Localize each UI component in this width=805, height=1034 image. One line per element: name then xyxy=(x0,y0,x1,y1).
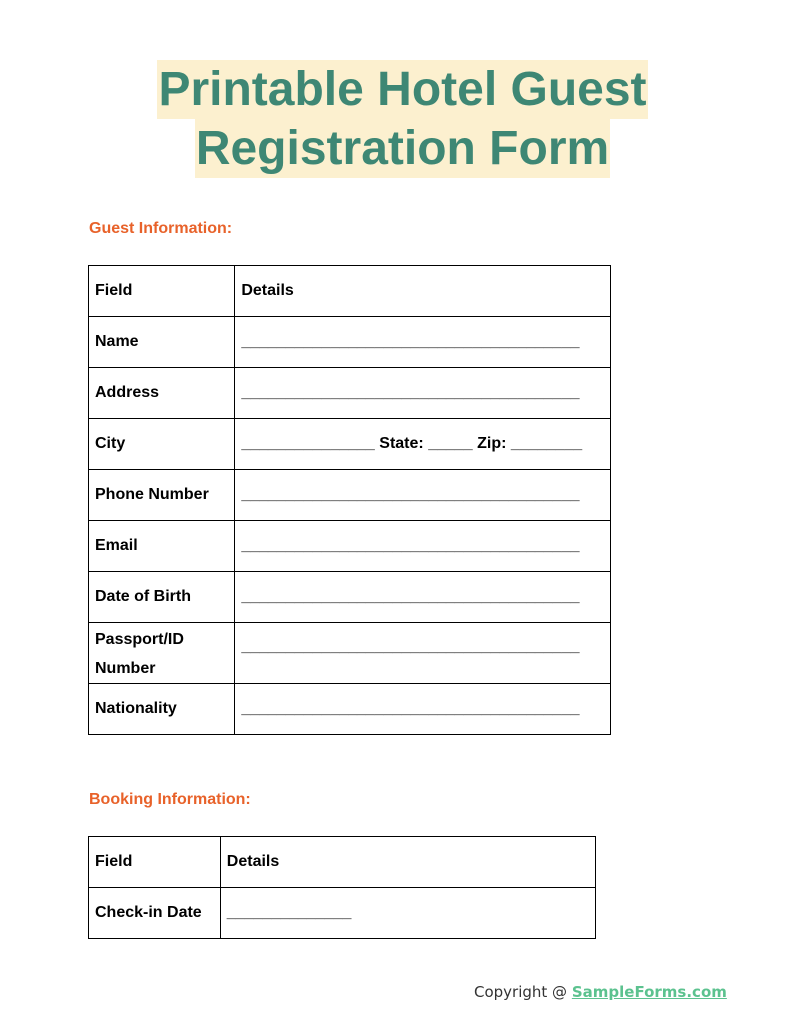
zip-field[interactable]: ________ xyxy=(510,435,583,452)
phone-number-field[interactable]: ______________________________________ xyxy=(235,470,611,521)
name-field[interactable]: ______________________________________ xyxy=(235,317,611,368)
table-row-address xyxy=(89,368,611,419)
city-field[interactable]: _______________ xyxy=(241,435,375,452)
label-city: City xyxy=(89,419,235,470)
header-details: Details xyxy=(235,266,611,317)
table-row-name xyxy=(89,317,611,368)
copyright-footer xyxy=(474,983,727,1001)
label-phone-number: Phone Number xyxy=(89,470,235,521)
city-state-zip-cell xyxy=(235,419,611,470)
address-field[interactable]: ______________________________________ xyxy=(235,368,611,419)
label-email: Email xyxy=(89,521,235,572)
table-row-city xyxy=(89,419,611,470)
table-row-dob xyxy=(89,572,611,623)
label-passport-line-1: Passport/ID xyxy=(95,631,184,648)
label-nationality: Nationality xyxy=(89,684,235,735)
table-header-row xyxy=(89,266,611,317)
state-label: State: xyxy=(379,435,424,452)
booking-information-table xyxy=(88,836,596,939)
passport-id-field[interactable]: ______________________________________ xyxy=(235,623,611,684)
label-date-of-birth: Date of Birth xyxy=(89,572,235,623)
header-field: Field xyxy=(89,837,221,888)
label-check-in-date: Check-in Date xyxy=(89,888,221,939)
nationality-field[interactable]: ______________________________________ xyxy=(235,684,611,735)
page-title xyxy=(0,60,805,178)
label-passport-id xyxy=(89,623,235,684)
table-row-passport xyxy=(89,623,611,684)
table-row-nationality xyxy=(89,684,611,735)
sampleforms-link[interactable]: SampleForms.com xyxy=(571,983,727,1001)
copyright-text: Copyright @ xyxy=(474,983,572,1001)
date-of-birth-field[interactable]: ______________________________________ xyxy=(235,572,611,623)
label-address: Address xyxy=(89,368,235,419)
title-line-1: Printable Hotel Guest xyxy=(157,60,647,119)
check-in-date-field[interactable]: ______________ xyxy=(220,888,595,939)
guest-information-table xyxy=(88,265,611,735)
table-row-email xyxy=(89,521,611,572)
guest-information-heading: Guest Information: xyxy=(89,220,233,237)
email-field[interactable]: ______________________________________ xyxy=(235,521,611,572)
table-row-phone xyxy=(89,470,611,521)
booking-information-heading: Booking Information: xyxy=(89,791,251,808)
title-line-2: Registration Form xyxy=(195,119,610,178)
label-passport-line-2: Number xyxy=(95,660,156,677)
header-details: Details xyxy=(220,837,595,888)
table-header-row xyxy=(89,837,596,888)
label-name: Name xyxy=(89,317,235,368)
state-field[interactable]: _____ xyxy=(428,435,473,452)
table-row-check-in xyxy=(89,888,596,939)
zip-label: Zip: xyxy=(477,435,507,452)
header-field: Field xyxy=(89,266,235,317)
